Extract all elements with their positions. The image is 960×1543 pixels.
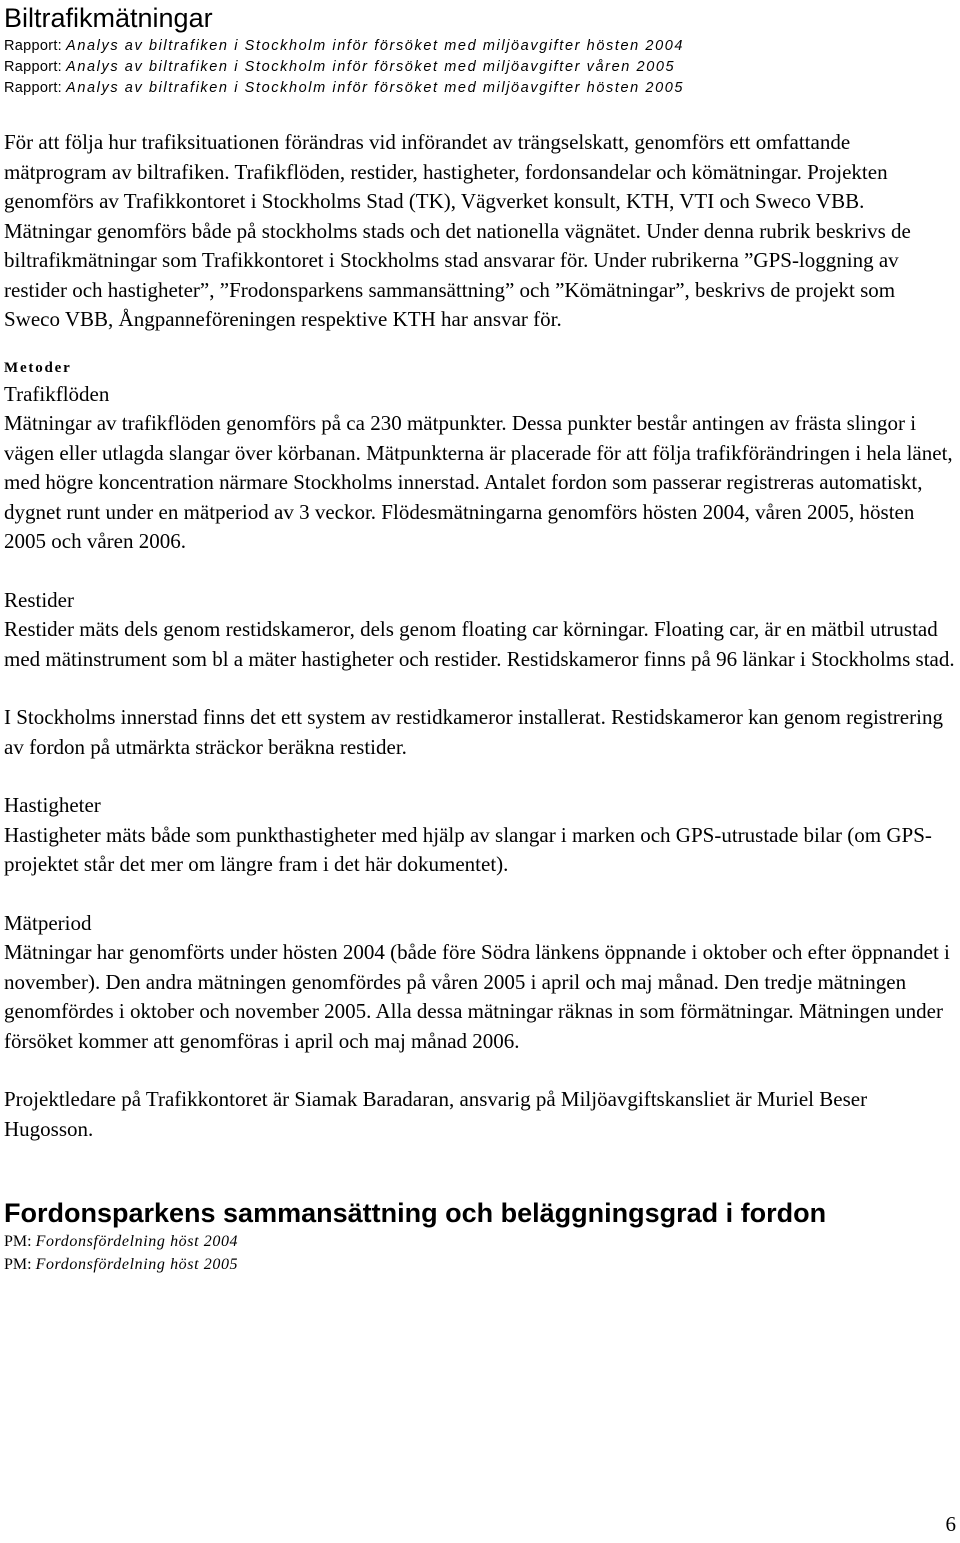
report-title: Analys av biltrafiken i Stockholm inför försöket med miljöavgifter hösten 2005 [66, 80, 685, 96]
pm-link[interactable] [4, 1253, 956, 1276]
period-text: Mätningar har genomförts under hösten 2004 (både före Södra länkens öppnande i oktober och efter öppnandet i november). Den andra mätningen genomfördes på våren 2005 i april och maj månad. Den tredje mätningen genomfördes i oktober och november 2005. Alla dessa mätningar räknas in som förmätningar. Mätningen under försöket kommer att genomföras i april och maj månad 2006. [4, 940, 950, 1053]
travel-times-text-2: I Stockholms innerstad finns det ett system av restidkameror installerat. Restidskameror kan genom registrering av fordon på utmärkta sträckor beräkna restider. [4, 705, 943, 759]
report-link[interactable] [4, 78, 956, 99]
flows-text: Mätningar av trafikflöden genomförs på ca 230 mätpunkter. Dessa punkter består antingen av frästa slingor i vägen eller utlagda slangar över körbanan. Mätpunkterna är placerade för att följa trafikförändringen i hela länet, med högre koncentration närmare Stockholms innerstad. Antalet fordon som passerar registreras automatiskt, dygnet runt under en mätperiod av 3 veckor. Flödesmätningarna genomförs hösten 2004, våren 2005, hösten 2005 och våren 2006. [4, 411, 953, 553]
travel-times-text: Restider mäts dels genom restidskameror, dels genom floating car körningar. Floating car, är en mätbil utrustad med mätinstrument som bl a mäter hastigheter och restider. Restidskameror finns på 96 länkar i Stockholms stad. [4, 617, 955, 671]
report-prefix: Rapport: [4, 38, 63, 54]
report-prefix: Rapport: [4, 80, 63, 96]
fleet-heading: Fordonsparkens sammansättning och beläggningsgrad i fordon [4, 1198, 827, 1228]
methods-heading: Metoder [4, 359, 72, 376]
project-lead-text: Projektledare på Trafikkontoret är Siamak Baradaran, ansvarig på Miljöavgiftskansliet är Muriel Beser Hugosson. [4, 1087, 868, 1141]
report-title: Analys av biltrafiken i Stockholm inför försöket med miljöavgifter våren 2005 [66, 59, 676, 75]
flows-title: Trafikflöden [4, 381, 110, 406]
report-prefix: Rapport: [4, 59, 63, 75]
pm-prefix: PM: [4, 1256, 32, 1273]
document-page [4, 0, 956, 1276]
page-number: 6 [945, 1512, 956, 1536]
report-title: Analys av biltrafiken i Stockholm inför försöket med miljöavgifter hösten 2004 [66, 38, 685, 54]
page-title: Biltrafikmätningar [4, 3, 213, 33]
pm-link[interactable] [4, 1230, 956, 1253]
report-list [4, 36, 956, 99]
speeds-title: Hastigheter [4, 793, 101, 817]
report-link[interactable] [4, 57, 956, 78]
pm-prefix: PM: [4, 1233, 32, 1250]
pm-list [4, 1230, 956, 1276]
intro-paragraph: För att följa hur trafiksituationen förändras vid införandet av trängselskatt, genomförs ett omfattande mätprogram av biltrafiken. Trafikflöden, restider, hastigheter, fordonsandelar och kömätningar. Projekten genomförs av Trafikkontoret i Stockholms Stad (TK), Vägverket konsult, KTH, VTI och Sweco VBB. Mätningar genomförs både på stockholms stads och det nationella vägnätet. Under denna rubrik beskrivs de biltrafikmätningar som Trafikkontoret i Stockholms stad ansvarar för. Under rubrikerna ”GPS-loggning av restider och hastigheter”, ”Frodonsparkens sammansättning” och ”Kömätningar”, beskrivs de projekt som Sweco VBB, Ångpanneföreningen respektive KTH har ansvar för. [4, 130, 911, 331]
travel-times-title: Restider [4, 587, 74, 612]
report-link[interactable] [4, 36, 956, 57]
speeds-text: Hastigheter mäts både som punkthastigheter med hjälp av slangar i marken och GPS-utrustade bilar (om GPS-projektet står det mer om längre fram i det här dokumentet). [4, 822, 932, 876]
pm-title: Fordonsfördelning höst 2004 [35, 1233, 239, 1250]
period-title: Mätperiod [4, 910, 92, 935]
pm-title: Fordonsfördelning höst 2005 [35, 1256, 239, 1273]
